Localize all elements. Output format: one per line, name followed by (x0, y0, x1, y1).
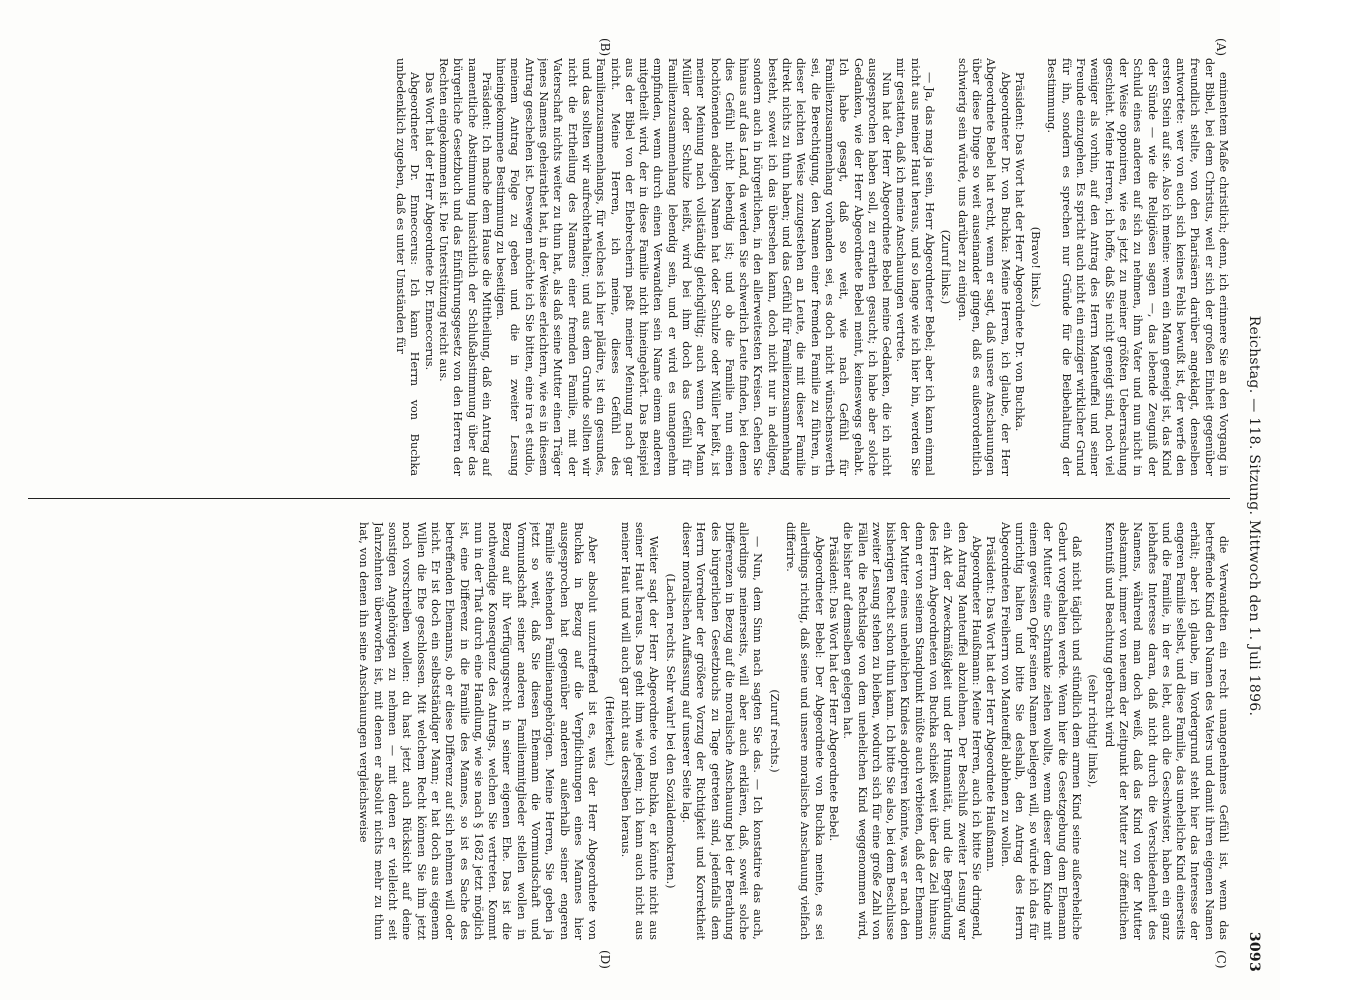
paragraph: Präsident: Das Wort hat der Herr Abgeordnete Haußmann. (984, 536, 998, 872)
left-text-column (40, 58, 1230, 476)
paragraph: Präsident: Das Wort hat der Herr Abgeordnete Dr. von Buchka. (1012, 72, 1026, 432)
paragraph: Präsident: Ich mache dem Hause die Mittheilung, daß ein Antrag auf namentliche Abstimmung hinsichtlich der Schlußabstimmung über das bürgerliche Gesetzbuch und das Einführungsgesetz von den Herren der Rechten eingekommen ist. Die Unterstützung reicht aus. (436, 58, 493, 476)
paragraph: Abgeordneter Dr. von Buchka: Meine Herren, ich glaube, der Herr Abgeordnete Bebel hat recht, wenn er sagt, daß unsere Anschauungen über diese Dinge so weit auseinander gingen, daß es außerordentlich schwierig sein würde, uns darüber zu einigen. (955, 58, 1012, 476)
right-text-column (40, 522, 1230, 940)
paragraph: Präsident: Das Wort hat der Herr Abgeordnete Bebel. (826, 536, 840, 842)
margin-marker-a: (A) (1214, 38, 1228, 57)
stage-direction: (Zuruf links.) (939, 229, 953, 305)
stage-direction: (Lachen rechts. Sehr wahr! bei den Sozialdemokraten.) (663, 573, 677, 889)
paragraph: Weiter sagt der Herr Abgeordnete von Buchka, er könnte nicht aus seiner Haut heraus. Das geht ihm wie jedem; ich kann auch nicht aus meiner Haut und will auch gar nicht aus derselben heraus. (618, 522, 661, 940)
paragraph: eminentem Maße christlich; denn, ich erinnere Sie an den Vorgang in der Bibel, bei dem Christus, weil er sich der großen Einheit gegenüber freundlich stellte, von den Pharisäern darüber angeklagt, denselben antwortete: wer von euch sich keines Fehls bewußt ist, der werfe den ersten Stein auf sie. Also ich meine: wenn ein Mann geneigt ist, das Kind der Sünde — wie die Religiösen sagen —, das lebende Zeugniß der Schuld eines anderen auf sich zu nehmen, ihm Vater und nun nicht in der Weise opponiren, wie es jetzt zu meiner größten Ueberraschung geschieht. Meine Herren, ich hoffe, daß Sie nicht geneigt sind, noch viel weniger als vorhin, auf den Antrag des Herrn Manteuffel und seiner Freunde einzugehen. Es spricht auch nicht ein einziger wirklicher Grund für ihn, sondern es sprechen nur Gründe für die Beibehaltung der Bestimmung. (1045, 58, 1230, 476)
margin-marker-c: (C) (1214, 950, 1228, 969)
stage-direction: (Heiterkeit.) (602, 695, 616, 767)
column-rule (28, 498, 1230, 499)
header-title: Reichstag. — 118. Sitzung. Mittwoch den 1. Juli 1896. (1246, 315, 1262, 717)
stage-direction: (sehr richtig! links), (1086, 674, 1100, 788)
paragraph: Nun hat der Herr Abgeordnete Bebel meine Gedanken, die ich nicht ausgesprochen haben soll, zu errathen gesucht; ich habe aber solche Gedanken, wie der Herr Abgeordnete Bebel meint, keineswegs gehabt. Ich habe gesagt, daß so weit, wie nach Gefühl für Familienzusammenhang vorhanden sei, es doch nicht wünschenswerth sei, die Berechtigung, den Namen einer fremden Familie zu führen, in dieser leichten Weise zuzugestehen an Leute, die mit dieser Familie direkt nichts zu thun haben; und das Gefühl für Familienzusammenhang besteht, soweit ich das übersehen kann, doch nicht nur in adeligen, sondern auch in bürgerlichen, in den allerweitesten Kreisen. Gehen Sie hinaus auf das Land, da werden Sie schwerlich Leute finden, bei denen dies Gefühl nicht lebendig ist; und ob die Familie nun einen hochtönenden adeligen Namen hat oder Schulze oder Müller heißt, ist meiner Meinung nach vollständig gleichgültig; auch wenn der Mann Müller oder Schulze heißt, wird bei ihm doch das Gefühl für Familienzusammenhang lebendig sein, und er wird es unangenehm empfinden, wenn durch einen Verwandten sein Name einem anderen mitgetheilt wird, der in diese Familie nicht hineingehört. Das Beispiel aus der Bibel von der Ehebrecherin paßt meiner Meinung nach gar nicht. Meine Herren, ich meine, dieses Gefühl des Familienzusammenhangs, für welches ich hier plädire, ist ein gesundes, und das sollten wir aufrechterhalten; und aus dem Grunde sollten wir nicht die Ertheilung des Namens einer fremden Familie, mit der Vaterschaft nichts weiter zu thun hat, als daß seine Mutter einen Träger jenes Namens geheirathet hat, in der Weise erleichtern, wie es in diesem Antrag geschehen ist. Deswegen möchte ich Sie bitten, eine ira et studio, meinem Antrag Folge zu geben und die in zweiter Lesung hineingekommene Bestimmung zu beseitigen. (494, 58, 894, 476)
paragraph: daß nicht täglich und stündlich dem armen Kind seine außereheliche Geburt vorgehalten werde. Wenn hier die Gesetzgebung dem Ehemann der Mutter eine Schranke ziehen wollte, wenn dieser dem Kinde mit einem gewissen Opfer seinen Namen beilegen will, so würde ich das für unrichtig halten und bitte Sie deshalb, den Antrag des Herrn Abgeordneten Freiherrn von Manteuffel ablehnen zu wollen. (998, 522, 1084, 940)
page-number: 3093 (1246, 931, 1262, 972)
stage-direction: (Zuruf rechts.) (767, 689, 781, 773)
stage-direction: (Bravo! links.) (1029, 226, 1043, 308)
page-header (1240, 60, 1262, 972)
paragraph: Aber absolut unzutreffend ist es, was der Herr Abgeordnete von Buchka in Bezug auf die Verpflichtungen eines Mannes hier ausgesprochen hat gegenüber anderen außerhalb seiner engeren Familie stehenden Familienangehörigen. Meine Herren, Sie geben ja jetzt so weit, daß Sie diesen Ehemann die Vormundschaft und Vormundschaft seiner anderen Familienmitglieder stellen wollen in Bezug auf ihr Verfügungsrecht in seiner eigenen Ehe. Das ist die nothwendige Konsequenz des Antrags, welchen Sie vertreten. Kommt nun in der That durch eine Handlung, wie sie nach § 1682 jetzt möglich ist, eine Differenz in die Familie des Mannes, so ist es Sache des betreffenden Ehemanns, ob er diese Differenz auf sich nehmen will oder nicht. Er ist doch ein selbstständiger Mann; er hat doch aus eigenem Willen die Ehe geschlossen. Mit welchem Recht können Sie ihm jetzt noch vorschreiben wollen: du hast jetzt auch Rücksicht auf deine sonstigen Angehörigen zu nehmen — mit denen er vielleicht seit Jahrzehnten überworfen ist, mit denen er absolut nichts mehr zu thun hat, von denen ihn seine Anschauungen vergleichsweise (357, 522, 600, 940)
paragraph: die Verwandten ein recht unangenehmes Gefühl ist, wenn das betreffende Kind den Namen des Vaters und damit ihren eigenen Namen erhält; aber ich glaube, im Vordergrund steht hier das Interesse der engeren Familie selbst, und diese Familie, das uneheliche Kind einerseits und die Familie, in der es lebt, auch die Geschwister, haben ein ganz lebhaftes Interesse daran, daß nicht durch die Verschiedenheit des Namens, während man doch weiß, daß das Kind von der Mutter abstammt, immer von neuem der Zeitpunkt der Mutter zur öffentlichen Kenntniß und Beachtung gebracht wird (1102, 522, 1230, 940)
paragraph: Abgeordneter Dr. Enneccerus: Ich kann Herrn von Buchka unbedenklich zugeben, daß es unter Umständen für (394, 58, 422, 476)
margin-marker-d: (D) (598, 950, 612, 969)
paragraph: Abgeordneter Haußmann: Meine Herren, auch ich bitte Sie dringend, den Antrag Manteuffel abzulehnen. Der Beschluß zweiter Lesung war ein Akt der Zweckmäßigkeit und der Humanität, und die Begründung des Herrn Abgeordneten von Buchka schießt weit über das Ziel hinaus; denn er von seinem Standpunkt müßte auch verbieten, daß der Ehemann der Mutter eines unehelichen Kindes adoptiren könnte, was er nach den bisherigen Recht schon thun kann. Ich bitte Sie also, bei dem Beschlusse zweiter Lesung stehen zu bleiben, wodurch sich für eine große Zahl von Fällen die Rechtslage von dem unehelichen Kind weggenommen wird, die bisher auf demselben gelegen hat. (841, 522, 983, 940)
paragraph: — Ja, das mag ja sein, Herr Abgeordneter Bebel; aber ich kann einmal nicht aus meiner Haut heraus, und so lange wie ich hier bin, werden Sie mir gestatten, daß ich meine Anschauungen vertrete. (894, 58, 937, 476)
paragraph: — Nun, dem Sinn nach sagten Sie das. — Ich konstatire das auch, allerdings meinerseits, will aber auch erklären, daß, soweit solche Differenzen in Bezug auf die moralische Anschauung bei der Berathung des bürgerlichen Gesetzbuchs zu Tage getreten sind, jedenfalls dem Herrn Vorredner der größere Vorzug der Richtigkeit und Korrektheit dieser moralischen Auffassung auf unserer Seite lag. (680, 522, 765, 940)
margin-marker-b: (B) (598, 38, 612, 57)
paragraph: Abgeordneter Bebel: Der Abgeordnete von Buchka meinte, es sei allerdings richtig, daß seine und unsere moralische Anschauung vielfach differire. (784, 522, 826, 940)
paragraph: Das Wort hat der Herr Abgeordnete Dr. Enneccerus. (422, 72, 436, 371)
